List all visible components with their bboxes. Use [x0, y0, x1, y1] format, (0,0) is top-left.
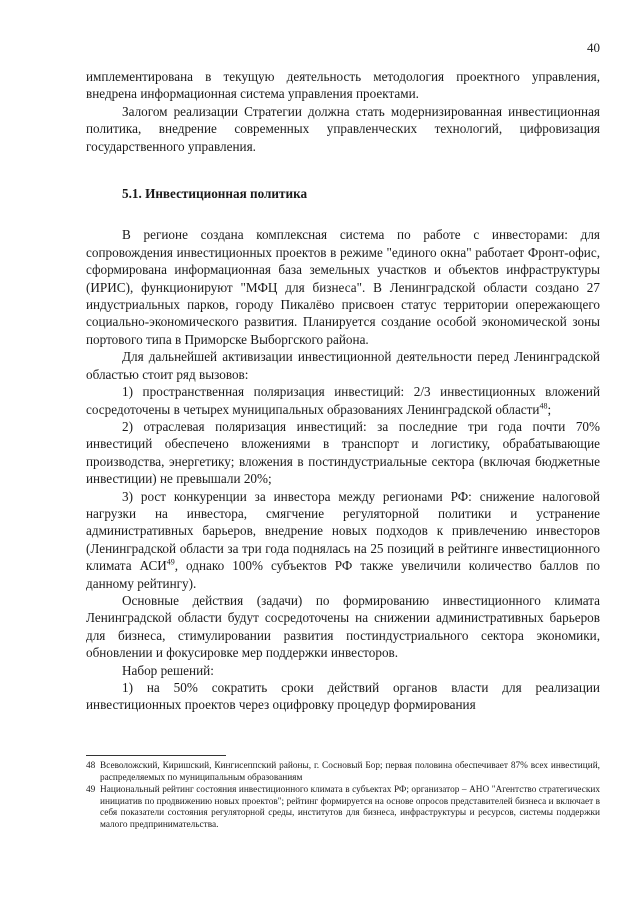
footnotes: [86, 755, 600, 833]
challenge-spatial: [86, 383, 600, 418]
footnote-mark: 49: [86, 785, 96, 796]
solution-item-1: 1) на 50% сократить сроки действий органов власти для реализации инвестиционных проектов через оцифровку процедур формирования: [86, 680, 600, 713]
challenge-spatial-text: 1) пространственная поляризация инвестиций: 2/3 инвестиционных вложений сосредоточены в четырех муниципальных образованиях Ленинградской области: [86, 384, 600, 417]
challenge-competition-text-a: 3) рост конкуренции за инвестора между регионами РФ: снижение налоговой нагрузки на инвестора, смягчение регуляторной политики и устранение административных барьеров, внедрение новых подходов к привлечению инвесторов (Ленинградской области за три года поднялась на 25 позиций в рейтинге инвестиционного климата АСИ: [86, 488, 600, 574]
paragraph-solutions-intro: Набор решений:: [122, 662, 214, 678]
section-heading: 5.1. Инвестиционная политика: [122, 186, 308, 202]
footnote-text: Всеволожский, Киришский, Кингисеппский районы, г. Сосновый Бор; первая половина обеспечивает 87% всех инвестиций, распределяемых по муниципальным образованиям: [100, 761, 600, 783]
challenge-competition: [86, 488, 600, 592]
paragraph-main-actions: Основные действия (задачи) по формированию инвестиционного климата Ленинградской области будут сосредоточены на снижении административных барьеров для бизнеса, стимулировании развития постиндустриального сектора экономики, обновлении и фокусировке мер поддержки инвесторов.: [86, 592, 600, 661]
page-number: 40: [587, 40, 600, 55]
footnote-divider: [86, 755, 226, 756]
footnote-mark: 48: [86, 761, 96, 771]
page-body: [86, 68, 600, 714]
paragraph-investor-system: В регионе создана комплексная система по работе с инвесторами: для сопровождения инвестиционных проектов в режиме "единого окна" работает Фронт-офис, сформирована информационная база земельных участков и объектов инфраструктуры (ИРИС), функционируют "МФЦ для бизнеса". В Ленинградской области создано 27 индустриальных парков, городу Пикалёво присвоен статус территории опережающего социально-экономического развития. Планируется создание особой экономической зоны портового типа в Приморске Выборгского района.: [86, 227, 600, 347]
footnote-ref-49[interactable]: 49: [166, 557, 175, 567]
paragraph-strategy: Залогом реализации Стратегии должна стать модернизированная инвестиционная политика, внедрение современных управленческих технологий, цифровизация государственного управления.: [86, 103, 600, 154]
footnote-48: [86, 761, 600, 784]
paragraph-intro-continuation: имплементирована в текущую деятельность методология проектного управления, внедрена информационная система управления проектами.: [86, 69, 600, 102]
challenge-sectoral: 2) отраслевая поляризация инвестиций: за последние три года почти 70% инвестиций обеспечено вложениями в транспорт и логистику, обрабатывающие производства, энергетику; вложения в постиндустриальные сектора (включая бюджетные инвестиции) не превышали 20%;: [86, 418, 600, 487]
footnote-ref-48[interactable]: 48: [539, 401, 548, 411]
paragraph-challenges-intro: Для дальнейшей активизации инвестиционной деятельности перед Ленинградской областью стоит ряд вызовов:: [86, 349, 600, 382]
challenge-competition-text-b: , однако 100% субъектов РФ также увеличили количество баллов по данному рейтингу).: [86, 558, 600, 591]
challenge-spatial-end: ;: [547, 401, 552, 417]
footnote-text: Национальный рейтинг состояния инвестиционного климата в субъектах РФ; организатор – АНО "Агентство стратегических инициатив по продвижению новых проектов"; рейтинг формируется на основе опросов представителей бизнеса и включает в себя показатели состояния регуляторной среды, институтов для бизнеса, инфраструктуры и ресурсов, системы поддержки малого предпринимательства.: [100, 785, 600, 830]
footnote-49: [86, 785, 600, 831]
